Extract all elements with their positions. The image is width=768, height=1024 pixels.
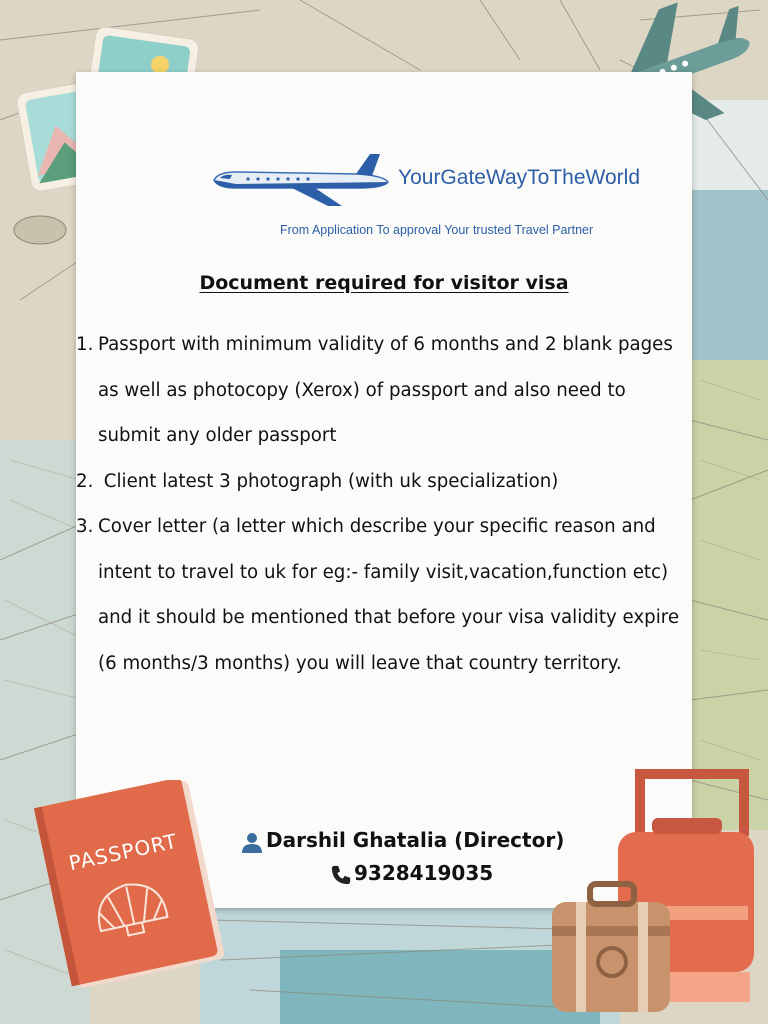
contact-name: Darshil Ghatalia (Director): [266, 828, 565, 852]
list-item-text: Client latest 3 photograph (with uk specialization): [98, 470, 559, 492]
list-item: [78, 322, 690, 459]
brand-name: YourGateWayToTheWorld: [398, 166, 641, 189]
person-icon: [240, 830, 264, 854]
list-item: [78, 504, 690, 686]
suitcase-icon: [548, 766, 758, 1016]
phone-icon: [330, 864, 352, 886]
contact-name-row: [240, 828, 564, 854]
document-heading: Document required for visitor visa: [199, 272, 569, 294]
contact-phone[interactable]: 9328419035: [354, 861, 494, 885]
list-number: 1.: [76, 334, 94, 355]
list-item-text: Cover letter (a letter which describe your specific reason and intent to travel to uk for eg:- family visit,vacation,function etc) and it should be mentioned that before your visa validity expire (6 months/3 months) you will leave that country territory.: [98, 516, 680, 674]
list-item-text: Passport with minimum validity of 6 months and 2 blank pages as well as photocopy (Xerox) of passport and also need to submit any older passport: [98, 334, 673, 446]
passport-label: PASSPORT: [66, 828, 180, 876]
list-item: [78, 459, 690, 505]
contact-phone-row: [330, 861, 493, 886]
brand-tagline: From Application To approval Your trusted Travel Partner: [280, 223, 594, 237]
requirements-list: [78, 322, 690, 686]
logo-airplane-icon: [208, 150, 398, 210]
list-number: 2.: [76, 470, 94, 492]
passport-icon: [30, 780, 230, 990]
list-number: 3.: [76, 516, 94, 537]
